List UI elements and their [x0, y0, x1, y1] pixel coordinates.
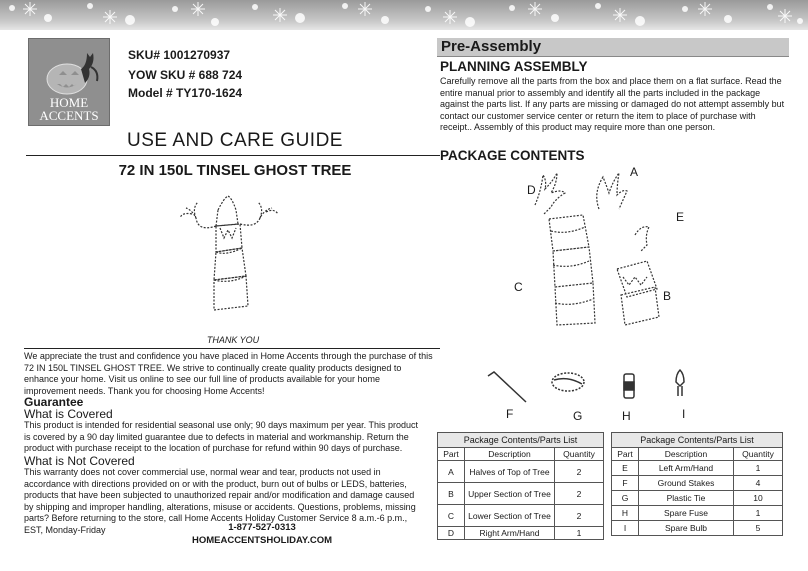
part-label-f: F	[506, 407, 514, 421]
ground-stake-icon	[488, 372, 526, 402]
covered-heading: What is Covered	[24, 407, 113, 421]
table-row	[438, 505, 604, 527]
logo-line1: HOME	[49, 95, 89, 110]
intro-paragraph: We appreciate the trust and confidence you have placed in Home Accents through the purchase of this 72 IN 150L TINSEL GHOST TREE. We strive to continually create quality products designed to enhance your home. Visit us online to see our full line of products available for your home improvement needs. Thank you for choosing Home Accents!	[24, 351, 433, 396]
spare-bulb-icon	[676, 370, 684, 396]
parts-table-left	[437, 432, 604, 540]
jack-o-lantern-cat-icon	[29, 43, 109, 98]
table-row	[612, 476, 783, 491]
planning-assembly-heading: PLANNING ASSEMBLY	[440, 59, 588, 74]
table-row	[612, 461, 783, 476]
home-accents-logo	[28, 38, 110, 126]
cell-part: F	[612, 476, 639, 491]
covered-paragraph: This product is intended for residential seasonal use only; 90 days maximum per year. This product is covered by a 90 day limited guarantee due to defects in material and workmanship. Return the product with purchase receipt to the location of purchase for refund within 90 days of purchase.	[24, 420, 419, 453]
cell-part: C	[438, 505, 465, 527]
cell-description: Left Arm/Hand	[639, 461, 734, 476]
col-header-quantity: Quantity	[555, 448, 604, 461]
part-label-g: G	[573, 409, 583, 423]
sku-number: SKU# 1001270937	[128, 48, 231, 62]
cell-description: Ground Stakes	[639, 476, 734, 491]
part-label-a: A	[630, 165, 639, 179]
thanks-divider	[24, 348, 440, 349]
not-covered-paragraph: This warranty does not cover commercial use, normal wear and tear, products not used in accordance with directions provided on or with the product, burn out of bulbs or LEDS, batteries, products that have been subjected to unauthorized repair and/or modification and damage caused by shipping and improper handling, alterations, misuse or accidents. Questions, problems, missing parts? Before returning to the store, call Home Accents Holiday Customer Service 8 a.m.-6 p.m., EST, Monday-Friday	[24, 467, 416, 535]
snowflake-pattern-icon	[0, 0, 808, 30]
guide-title: USE AND CARE GUIDE	[127, 130, 343, 151]
col-header-quantity: Quantity	[734, 448, 783, 461]
table-row	[612, 506, 783, 521]
cell-description: Right Arm/Hand	[465, 527, 555, 540]
part-label-h: H	[622, 409, 631, 423]
tree-parts-illustration	[525, 165, 675, 345]
cell-quantity: 10	[734, 491, 783, 506]
cell-description: Spare Fuse	[639, 506, 734, 521]
table-row	[612, 491, 783, 506]
guarantee-heading: Guarantee	[24, 395, 84, 409]
cell-quantity: 1	[555, 527, 604, 540]
title-divider	[26, 155, 440, 156]
cell-quantity: 1	[734, 506, 783, 521]
table-row	[438, 461, 604, 483]
planning-paragraph: Carefully remove all the parts from the box and place them on a flat surface. Read the entire manual prior to assembly and identify all the parts included in the package against the parts list. If any parts are missing or damaged do not attempt assembly but contact our customer service center or return the item to place of purchase with receipt.. Assembly of this product may require more than one person.	[440, 76, 785, 132]
part-label-e: E	[676, 210, 685, 224]
cell-part: G	[612, 491, 639, 506]
cell-quantity: 2	[555, 483, 604, 505]
part-label-i: I	[682, 407, 686, 421]
snowflake-banner	[0, 0, 808, 30]
part-label-b: B	[663, 289, 672, 303]
col-header-description: Description	[639, 448, 734, 461]
col-header-part: Part	[612, 448, 639, 461]
cell-part: B	[438, 483, 465, 505]
parts-table-right	[611, 432, 783, 536]
parts-table-left-caption: Package Contents/Parts List	[437, 432, 604, 447]
small-parts-illustration	[480, 368, 710, 408]
part-label-d: D	[527, 183, 536, 197]
website-url: HOMEACCENTSHOLIDAY.COM	[191, 535, 333, 546]
thank-you-heading: THANK YOU	[206, 335, 260, 345]
logo-line2: ACCENTS	[39, 108, 99, 123]
cell-quantity: 2	[555, 461, 604, 483]
cell-part: I	[612, 521, 639, 536]
cell-part: D	[438, 527, 465, 540]
table-row	[612, 521, 783, 536]
cell-quantity: 2	[555, 505, 604, 527]
cell-description: Halves of Top of Tree	[465, 461, 555, 483]
phone-number: 1-877-527-0313	[228, 522, 296, 533]
cell-description: Plastic Tie	[639, 491, 734, 506]
cell-part: A	[438, 461, 465, 483]
cell-part: E	[612, 461, 639, 476]
table-row	[438, 483, 604, 505]
cell-description: Spare Bulb	[639, 521, 734, 536]
parts-table-right-caption: Package Contents/Parts List	[611, 432, 783, 447]
model-number: Model # TY170-1624	[128, 86, 243, 100]
cell-quantity: 4	[734, 476, 783, 491]
cell-quantity: 1	[734, 461, 783, 476]
pre-assembly-header	[437, 38, 789, 57]
not-covered-heading: What is Not Covered	[24, 454, 135, 468]
yow-sku-number: YOW SKU # 688 724	[128, 68, 243, 82]
table-row	[438, 527, 604, 540]
package-contents-heading: PACKAGE CONTENTS	[440, 148, 585, 163]
cell-description: Lower Section of Tree	[465, 505, 555, 527]
cell-quantity: 5	[734, 521, 783, 536]
part-label-c: C	[514, 280, 523, 294]
product-title: 72 IN 150L TINSEL GHOST TREE	[118, 162, 352, 179]
col-header-description: Description	[465, 448, 555, 461]
cell-description: Upper Section of Tree	[465, 483, 555, 505]
pre-assembly-heading: Pre-Assembly	[441, 38, 542, 55]
cell-part: H	[612, 506, 639, 521]
col-header-part: Part	[438, 448, 465, 461]
ghost-tree-illustration	[170, 190, 290, 330]
